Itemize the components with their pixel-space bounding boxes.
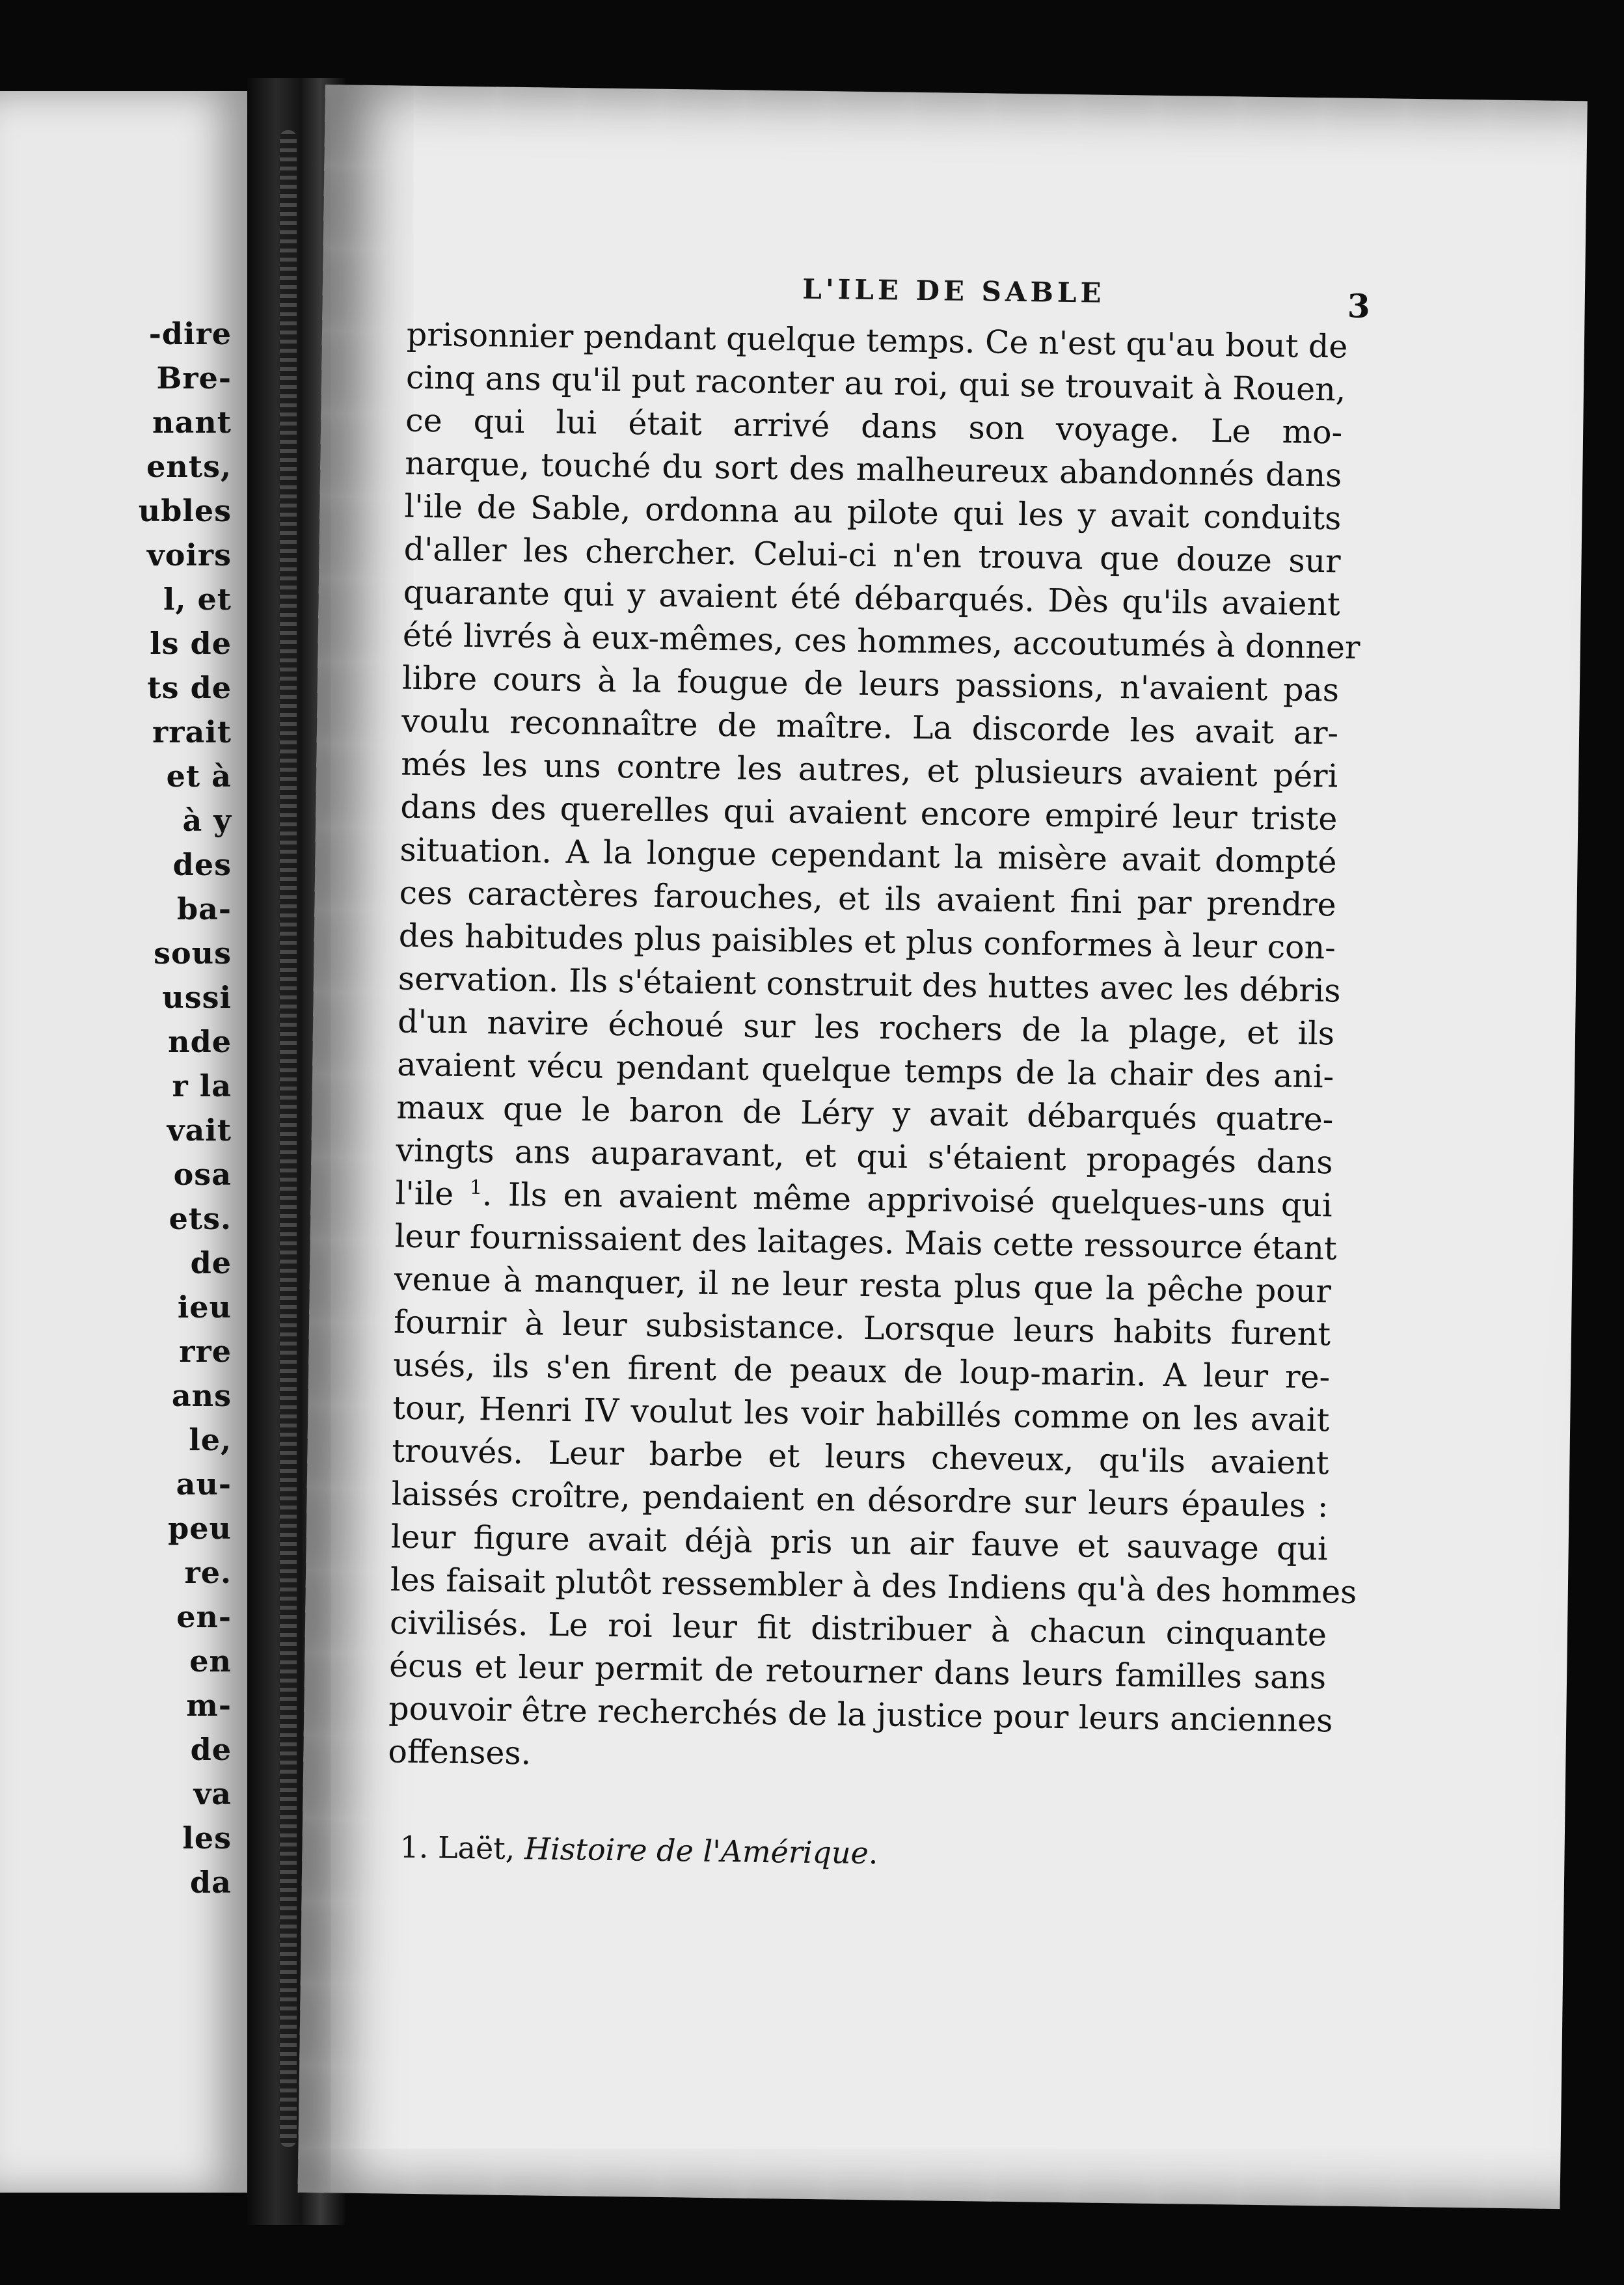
- left-page-fragment: da: [190, 1865, 232, 1900]
- left-page-fragment: peu: [168, 1511, 232, 1546]
- text-line: ces caractères farouches, et ils avaient fini par prendre: [399, 874, 1337, 924]
- left-page-fragment: ieu: [177, 1290, 232, 1325]
- left-page-fragment: vait: [167, 1113, 232, 1148]
- text-line: tour, Henri IV voulut les voir habillés comme on les avait: [392, 1389, 1330, 1439]
- left-page-fragment: ls de: [150, 626, 232, 661]
- left-page-fragment: rre: [179, 1334, 232, 1369]
- text-line: offenses.: [388, 1733, 532, 1772]
- text-line: trouvés. Leur barbe et leurs cheveux, qu'ils avaient: [392, 1432, 1329, 1482]
- left-page-fragment: -dire: [148, 316, 232, 351]
- left-page-fragment: r la: [172, 1068, 232, 1103]
- left-page-fragment: à y: [182, 803, 232, 838]
- text-line: vingts ans auparavant, et qui s'étaient propagés dans: [396, 1131, 1333, 1182]
- left-page-fragment: voirs: [146, 537, 232, 573]
- left-page-fragment: osa: [173, 1157, 232, 1192]
- note-line-before: l'ile: [395, 1174, 454, 1213]
- footnote: [399, 1830, 878, 1871]
- left-page: [0, 91, 247, 2193]
- left-page-fragment: ets.: [169, 1201, 232, 1236]
- left-page-fragment: nde: [168, 1024, 232, 1059]
- left-page-fragment: au-: [176, 1467, 232, 1502]
- body-text: [388, 314, 1360, 1786]
- text-line: quarante qui y avaient été débarqués. Dès qu'ils avaient: [403, 573, 1341, 623]
- footnote-reference: 1: [469, 1176, 483, 1199]
- binding-stitch: [280, 130, 297, 2147]
- text-line: leur fournissaient des laitages. Mais cette ressource étant: [394, 1217, 1337, 1267]
- running-head: L'ILE DE SABLE: [802, 273, 1105, 309]
- text-line: dans des querelles qui avaient encore empiré leur triste: [400, 788, 1338, 838]
- left-page-fragment: Bre-: [156, 360, 232, 396]
- text-line: ce qui lui était arrivé dans son voyage. Le mo-: [405, 401, 1343, 452]
- left-page-fragment: en: [189, 1643, 232, 1679]
- text-line: prisonnier pendant quelque temps. Ce n'est qu'au bout de: [406, 316, 1348, 366]
- text-line: cinq ans qu'il put raconter au roi, qui se trouvait à Rouen,: [405, 358, 1346, 409]
- text-line: fournir à leur subsistance. Lorsque leurs habits furent: [393, 1303, 1331, 1353]
- left-page-fragment: en-: [176, 1599, 232, 1634]
- text-line: voulu reconnaître de maître. La discorde les avait ar-: [401, 702, 1339, 752]
- left-page-fragment: m-: [186, 1688, 232, 1723]
- left-page-fragment: de: [190, 1732, 232, 1767]
- text-line: laissés croître, pendaient en désordre sur leurs épaules :: [391, 1475, 1329, 1525]
- text-line: servation. Ils s'étaient construit des huttes avec les débris: [398, 960, 1341, 1010]
- left-page-fragment: ans: [171, 1378, 232, 1413]
- text-line: civilisés. Le roi leur fit distribuer à chacun cinquante: [389, 1604, 1327, 1654]
- text-line: été livrés à eux-mêmes, ces hommes, accoutumés à donner: [402, 616, 1360, 666]
- left-page-fragment: et à: [166, 759, 232, 794]
- footnote-author: Laët,: [437, 1830, 515, 1867]
- text-line: usés, ils s'en firent de peaux de loup-marin. A leur re-: [392, 1346, 1331, 1396]
- text-line: l'ile de Sable, ordonna au pilote qui les y avait conduits: [404, 487, 1342, 537]
- left-page-fragment: rrait: [152, 714, 232, 750]
- text-line: pouvoir être recherchés de la justice pour leurs anciennes: [388, 1690, 1333, 1740]
- left-page-fragment: les: [182, 1820, 232, 1856]
- text-line: les faisait plutôt ressembler à des Indiens qu'à des hommes: [390, 1561, 1357, 1611]
- left-page-fragment: nant: [152, 405, 232, 440]
- right-page: [298, 85, 1588, 2209]
- footnote-end: .: [868, 1835, 878, 1871]
- text-line: narque, touché du sort des malheureux abandonnés dans: [405, 444, 1342, 494]
- text-line: leur figure avait déjà pris un air fauve et sauvage qui: [390, 1518, 1329, 1568]
- text-line: situation. A la longue cependant la misère avait dompté: [399, 831, 1337, 881]
- footnote-title: Histoire de l'Amérique: [524, 1831, 869, 1871]
- left-page-fragment: des: [172, 847, 232, 882]
- left-page-fragment: ba-: [176, 891, 232, 926]
- left-page-fragment: ents,: [146, 449, 232, 484]
- note-line-after: . Ils en avaient même apprivoisé quelques-uns qui: [481, 1176, 1333, 1224]
- left-page-fragment: ts de: [147, 670, 232, 705]
- left-page-fragment: l, et: [163, 582, 232, 617]
- text-line: libre cours à la fougue de leurs passions, n'avaient pas: [401, 659, 1340, 709]
- left-page-fragment: sous: [154, 936, 232, 971]
- text-line: d'un navire échoué sur les rochers de la plage, et ils: [397, 1003, 1335, 1053]
- left-page-fragment: ubles: [138, 493, 232, 528]
- text-line: avaient vécu pendant quelque temps de la chair des ani-: [396, 1046, 1334, 1096]
- text-line: des habitudes plus paisibles et plus conformes à leur con-: [398, 917, 1336, 967]
- text-line: écus et leur permit de retourner dans leurs familles sans: [388, 1647, 1327, 1697]
- text-line: més les uns contre les autres, et plusieurs avaient péri: [400, 745, 1338, 795]
- left-page-fragment: de: [190, 1245, 232, 1280]
- left-page-fragment: re.: [184, 1555, 232, 1590]
- text-line: maux que le baron de Léry y avait débarqués quatre-: [396, 1088, 1334, 1139]
- text-line: d'aller les chercher. Celui-ci n'en trouva que douze sur: [403, 530, 1341, 580]
- page-number: 3: [1347, 286, 1371, 326]
- left-page-fragment: va: [193, 1776, 232, 1811]
- footnote-number: 1.: [399, 1829, 429, 1865]
- left-page-fragment: ussi: [162, 980, 232, 1015]
- text-line: venue à manquer, il ne leur resta plus que la pêche pour: [394, 1260, 1332, 1310]
- left-page-fragment: le,: [189, 1422, 232, 1457]
